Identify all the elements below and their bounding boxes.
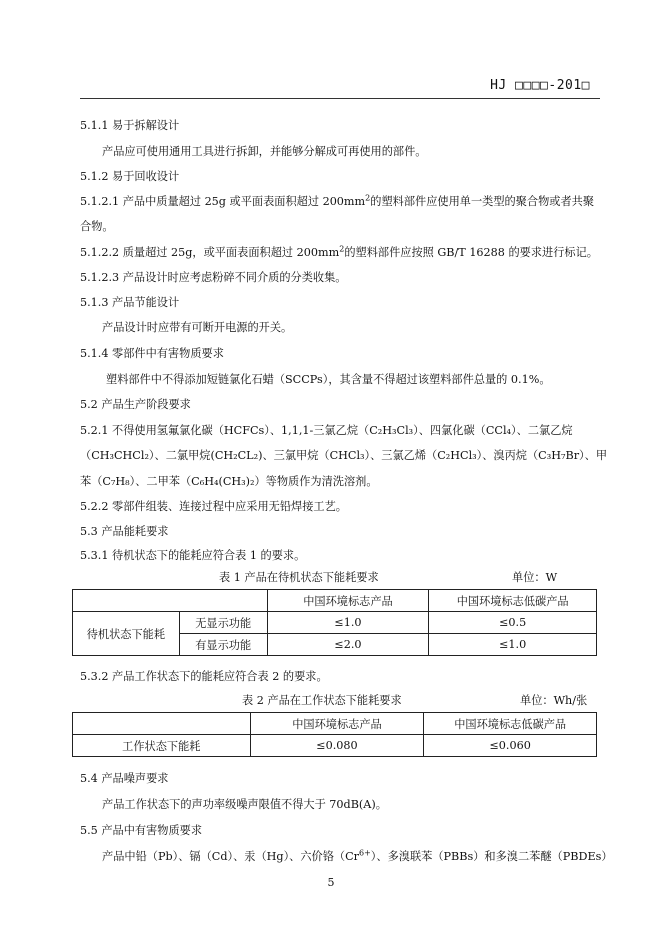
table2-header-cell: 中国环境标志产品 bbox=[250, 713, 424, 735]
table1-caption: 表 1 产品在待机状态下能耗要求 bbox=[219, 571, 379, 584]
table1-cell: ≤1.0 bbox=[429, 634, 597, 656]
table2-cell: ≤0.060 bbox=[424, 735, 597, 757]
table2-unit: 单位：Wh/张 bbox=[520, 694, 588, 707]
paragraph-5-3-1: 5.3.1 待机状态下的能耗应符合表 1 的要求。 bbox=[80, 549, 306, 562]
table1-row-label: 有显示功能 bbox=[179, 634, 267, 656]
paragraph-5-1-2-2 bbox=[80, 246, 600, 260]
superscript: 2 bbox=[339, 244, 345, 254]
section-5-3-heading: 5.3 产品能耗要求 bbox=[80, 525, 169, 538]
header-rule bbox=[80, 98, 600, 99]
table2-caption: 表 2 产品在工作状态下能耗要求 bbox=[242, 694, 402, 707]
paragraph-5-1-2-1 bbox=[80, 195, 600, 209]
paragraph-5-2-1: 5.2.1 不得使用氢氟氯化碳（HCFCs）、1,1,1-三氯乙烷（C₂H₃Cl₃）、四氯化碳（CCl₄）、二氯乙烷 bbox=[80, 424, 573, 437]
paragraph bbox=[102, 848, 613, 864]
paragraph: 产品设计时应带有可断开电源的开关。 bbox=[102, 321, 293, 334]
table1-row-group-label: 待机状态下能耗 bbox=[73, 612, 180, 656]
table2-header-cell: 中国环境标志低碳产品 bbox=[424, 713, 597, 735]
table2 bbox=[72, 712, 597, 757]
paragraph-5-3-2: 5.3.2 产品工作状态下的能耗应符合表 2 的要求。 bbox=[80, 670, 328, 683]
superscript: 6+ bbox=[359, 848, 371, 858]
paragraph: 产品工作状态下的声功率级噪声限值不得大于 70dB(A)。 bbox=[102, 798, 387, 811]
section-5-2-heading: 5.2 产品生产阶段要求 bbox=[80, 398, 191, 411]
text-run: 的塑料部件应按照 GB/T 16288 的要求进行标记。 bbox=[344, 246, 598, 259]
text-run: 5.1.2.2 质量超过 25g，或平面表面积超过 200mm bbox=[80, 246, 340, 259]
paragraph: 塑料部件中不得添加短链氯化石蜡（SCCPs），其含量不得超过该塑料部件总量的 0.1%。 bbox=[106, 373, 551, 386]
table2-cell: ≤0.080 bbox=[250, 735, 424, 757]
paragraph-continuation: 合物。 bbox=[80, 220, 114, 233]
section-5-1-3-heading: 5.1.3 产品节能设计 bbox=[80, 296, 180, 309]
table1-header-cell: 中国环境标志产品 bbox=[267, 590, 429, 612]
text-run: 的塑料部件应使用单一类型的聚合物或者共聚 bbox=[370, 195, 595, 208]
paragraph-continuation: （CH₃CHCl₂）、二氯甲烷(CH₂CL₂)、三氯甲烷（CHCl₃）、三氯乙烯（C₂HCl₃）、溴丙烷（C₃H₇Br）、甲 bbox=[80, 449, 608, 462]
table1-row-label: 无显示功能 bbox=[179, 612, 267, 634]
text-run: 5.1.2.1 产品中质量超过 25g 或平面表面积超过 200mm bbox=[80, 195, 366, 208]
table2-corner-cell bbox=[73, 713, 251, 735]
table1-corner-cell bbox=[73, 590, 268, 612]
section-5-1-2-heading: 5.1.2 易于回收设计 bbox=[80, 170, 180, 183]
table1 bbox=[72, 589, 597, 656]
superscript: 2 bbox=[365, 193, 371, 203]
text-run: 产品中铅（Pb）、镉（Cd）、汞（Hg）、六价铬（Cr bbox=[102, 850, 359, 863]
page-number: 5 bbox=[327, 876, 335, 889]
paragraph: 产品应可使用通用工具进行拆卸，并能够分解成可再使用的部件。 bbox=[102, 145, 427, 158]
table2-row-label: 工作状态下能耗 bbox=[73, 735, 251, 757]
section-5-1-4-heading: 5.1.4 零部件中有害物质要求 bbox=[80, 347, 224, 360]
text-run: ）、多溴联苯（PBBs）和多溴二苯醚（PBDEs） bbox=[370, 850, 613, 863]
table1-unit: 单位：W bbox=[512, 571, 558, 584]
section-5-5-heading: 5.5 产品中有害物质要求 bbox=[80, 824, 203, 837]
document-id-header: HJ □□□□-201□ bbox=[490, 78, 590, 93]
section-5-4-heading: 5.4 产品噪声要求 bbox=[80, 772, 169, 785]
paragraph-continuation: 苯（C₇H₈）、二甲苯（C₆H₄(CH₃)₂）等物质作为清洗溶剂。 bbox=[80, 475, 378, 488]
table1-cell: ≤1.0 bbox=[267, 612, 429, 634]
paragraph-5-2-2: 5.2.2 零部件组装、连接过程中应采用无铅焊接工艺。 bbox=[80, 500, 347, 513]
table1-cell: ≤2.0 bbox=[267, 634, 429, 656]
paragraph-5-1-2-3: 5.1.2.3 产品设计时应考虑粉碎不同介质的分类收集。 bbox=[80, 271, 347, 284]
table1-cell: ≤0.5 bbox=[429, 612, 597, 634]
table1-header-cell: 中国环境标志低碳产品 bbox=[429, 590, 597, 612]
section-5-1-1-heading: 5.1.1 易于拆解设计 bbox=[80, 119, 180, 132]
